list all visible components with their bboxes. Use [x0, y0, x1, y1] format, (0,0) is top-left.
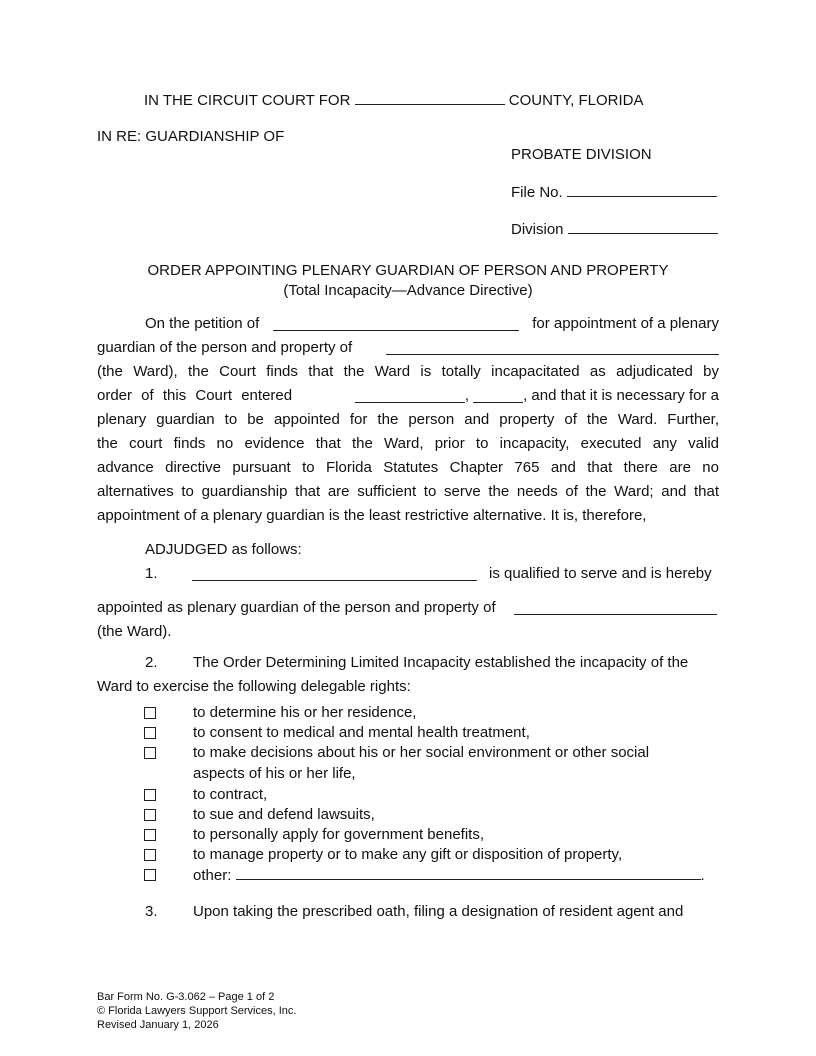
order-year-field[interactable] [473, 389, 523, 403]
item-3-text: Upon taking the prescribed oath, filing a designation of resident agent and [193, 903, 684, 920]
right-checkbox[interactable] [144, 869, 156, 881]
document-title: ORDER APPOINTING PLENARY GUARDIAN OF PERSON AND PROPERTY [147, 262, 669, 279]
paragraph-line: (the Ward), the Court finds that the Ward is totally incapacitated as adjudicated by [97, 363, 719, 380]
ward-text: guardian of the person and property of [97, 339, 353, 356]
item-1-text-2: appointed as plenary guardian of the person and property of [97, 599, 496, 616]
footer-copyright: © Florida Lawyers Support Services, Inc. [97, 1005, 297, 1017]
right-checkbox[interactable] [144, 707, 156, 719]
order-date-line [97, 387, 719, 404]
order-date-field[interactable] [355, 389, 465, 403]
in-re-label: IN RE: GUARDIANSHIP OF [97, 128, 285, 145]
division-field[interactable] [568, 220, 718, 234]
petition-text-2: for appointment of a plenary [532, 315, 719, 332]
right-checkbox[interactable] [144, 829, 156, 841]
item-2-number: 2. [145, 654, 158, 671]
right-label: to determine his or her residence, [193, 704, 417, 721]
item-1-text-3: (the Ward). [97, 623, 172, 640]
court-caption [144, 91, 644, 109]
petition-text: On the petition of [145, 315, 260, 332]
ward-line [97, 339, 719, 356]
right-checkbox[interactable] [144, 849, 156, 861]
item-2-text: The Order Determining Limited Incapacity established the incapacity of the [193, 654, 689, 671]
other-right-field[interactable] [236, 866, 701, 880]
right-checkbox[interactable] [144, 747, 156, 759]
right-label: to contract, [193, 786, 268, 803]
file-no-label: File No. [511, 184, 563, 201]
item-1-line-2 [97, 599, 717, 616]
adjudged-heading: ADJUDGED as follows: [145, 541, 302, 558]
order-text: order of this Court entered [97, 387, 293, 404]
right-label: to sue and defend lawsuits, [193, 806, 375, 823]
ward-name-field[interactable] [386, 341, 719, 355]
footer-form-number: Bar Form No. G-3.062 – Page 1 of 2 [97, 991, 275, 1003]
right-label-cont: aspects of his or her life, [193, 765, 356, 782]
order-text-2: , and that it is necessary for a [523, 387, 719, 404]
probate-division-label: PROBATE DIVISION [511, 146, 652, 163]
right-checkbox[interactable] [144, 727, 156, 739]
period: . [700, 867, 705, 884]
court-suffix: COUNTY, FLORIDA [508, 92, 644, 109]
file-no-field[interactable] [567, 183, 717, 197]
file-no-row [511, 183, 717, 201]
petitioner-field[interactable] [273, 317, 519, 331]
right-label: to manage property or to make any gift or disposition of property, [193, 846, 623, 863]
petition-line [145, 315, 719, 332]
paragraph-line: plenary guardian to be appointed for the person and property of the Ward. Further, [97, 411, 719, 428]
footer-revised: Revised January 1, 2026 [97, 1019, 219, 1031]
right-label: other: [193, 867, 232, 884]
right-checkbox[interactable] [144, 809, 156, 821]
document-subtitle: (Total Incapacity—Advance Directive) [283, 282, 533, 299]
right-label: to make decisions about his or her social environment or other social [193, 744, 650, 761]
court-prefix: IN THE CIRCUIT COURT FOR [144, 92, 351, 109]
comma: , [464, 387, 470, 404]
item-1-number: 1. [145, 565, 158, 582]
item-1-text: is qualified to serve and is hereby [489, 565, 712, 582]
other-right-row [193, 866, 705, 884]
ward-name-field-2[interactable] [514, 601, 717, 615]
item-3-number: 3. [145, 903, 158, 920]
division-row [511, 220, 718, 238]
paragraph-line: appointment of a plenary guardian is the least restrictive alternative. It is, therefore, [97, 507, 647, 524]
county-field[interactable] [355, 91, 505, 105]
right-label: to consent to medical and mental health treatment, [193, 724, 530, 741]
paragraph-line: the court finds no evidence that the Ward, prior to incapacity, executed any valid [97, 435, 719, 452]
right-label: to personally apply for government benefits, [193, 826, 484, 843]
paragraph-line: alternatives to guardianship that are sufficient to serve the needs of the Ward; and that [97, 483, 719, 500]
item-2-text-2: Ward to exercise the following delegable rights: [97, 678, 411, 695]
division-label: Division [511, 221, 564, 238]
guardian-name-field[interactable] [192, 567, 477, 581]
paragraph-line: advance directive pursuant to Florida Statutes Chapter 765 and that there are no [97, 459, 719, 476]
right-checkbox[interactable] [144, 789, 156, 801]
